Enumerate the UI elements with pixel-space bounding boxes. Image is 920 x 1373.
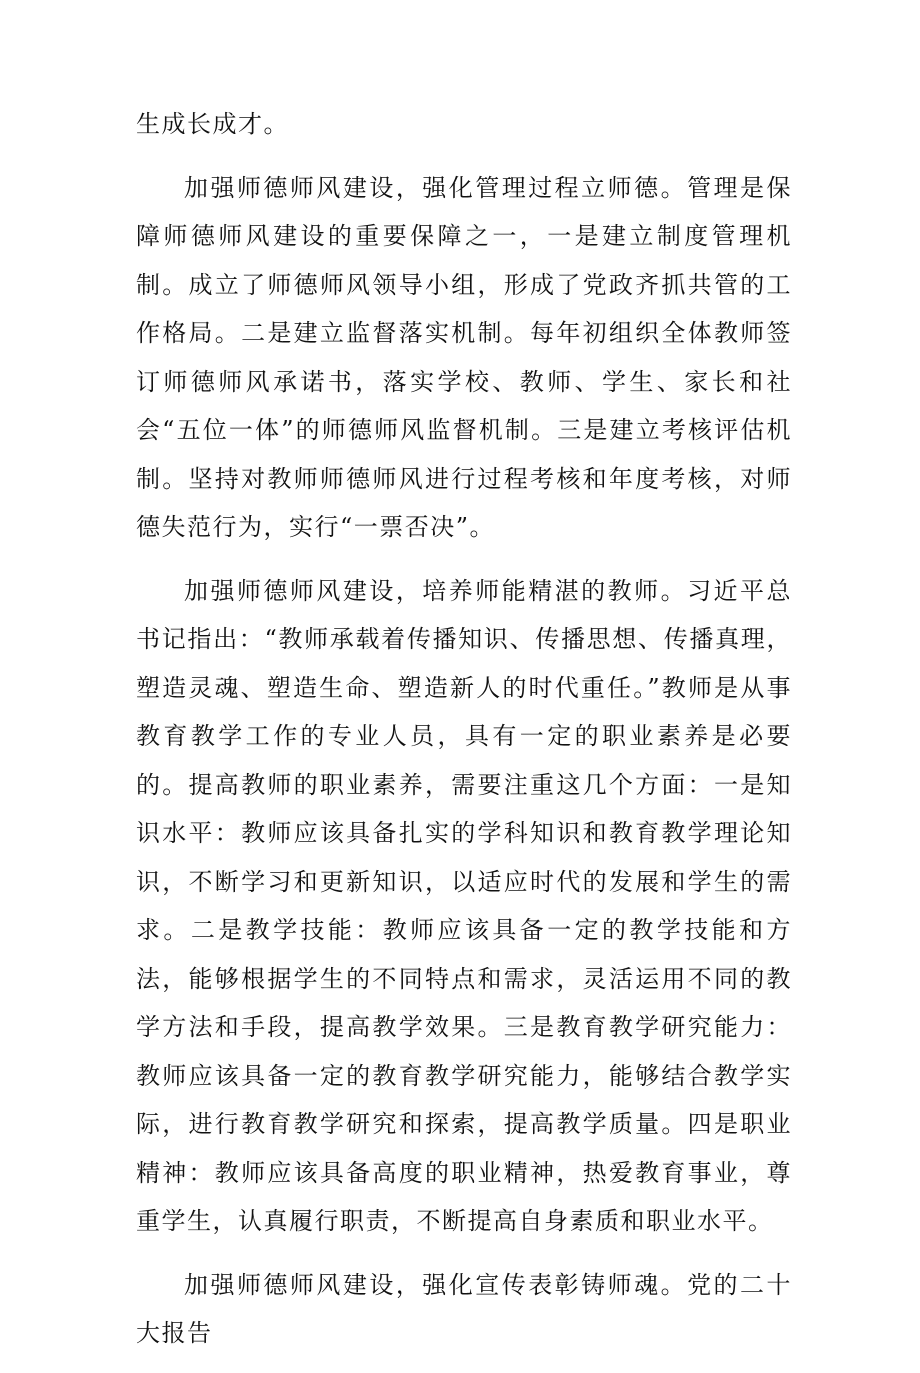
paragraph-continuation: 生成长成才。 <box>136 110 289 138</box>
paragraph-publicity: 加强师德师风建设，强化宣传表彰铸师魂。党的二十大报告 <box>136 1270 792 1347</box>
document-body <box>136 100 792 1373</box>
paragraph-management: 加强师德师风建设，强化管理过程立师德。管理是保障师德师风建设的重要保障之一，一是建立制度管理机制。成立了师德师风领导小组，形成了党政齐抓共管的工作格局。二是建立监督落实机制。每年初组织全体教师签订师德师风承诺书，落实学校、教师、学生、家长和社会“五位一体”的师德师风监督机制。三是建立考核评估机制。坚持对教师师德师风进行过程考核和年度考核，对师德失范行为，实行“一票否决”。 <box>136 173 792 541</box>
paragraph-teacher-skills: 加强师德师风建设，培养师能精湛的教师。习近平总书记指出：“教师承载着传播知识、传播思想、传播真理，塑造灵魂、塑造生命、塑造新人的时代重任。”教师是从事教育教学工作的专业人员，具有一定的职业素养是必要的。提高教师的职业素养，需要注重这几个方面：一是知识水平：教师应该具备扎实的学科知识和教育教学理论知识，不断学习和更新知识，以适应时代的发展和学生的需求。二是教学技能：教师应该具备一定的教学技能和方法，能够根据学生的不同特点和需求，灵活运用不同的教学方法和手段，提高教学效果。三是教育教学研究能力：教师应该具备一定的教育教学研究能力，能够结合教学实际，进行教育教学研究和探索，提高教学质量。四是职业精神：教师应该具备高度的职业精神，热爱教育事业，尊重学生，认真履行职责，不断提高自身素质和职业水平。 <box>136 576 792 1235</box>
